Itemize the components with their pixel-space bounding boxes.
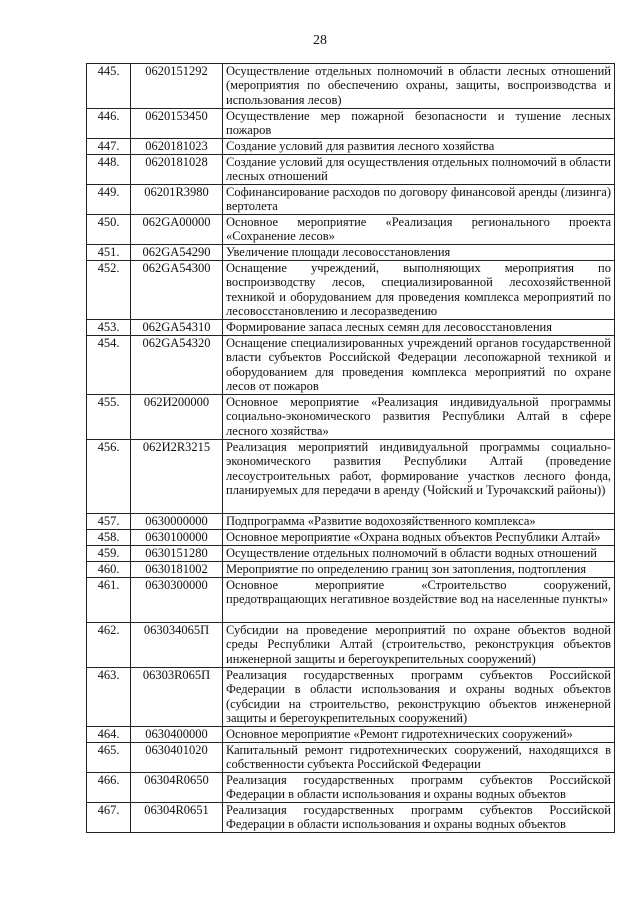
row-code: 0630151280 (131, 546, 223, 562)
row-number: 466. (87, 773, 131, 803)
table-row (87, 743, 615, 773)
row-code: 06304R0651 (131, 803, 223, 833)
table-row (87, 668, 615, 727)
row-code: 062И200000 (131, 395, 223, 440)
row-code: 0620181023 (131, 139, 223, 155)
row-description: Создание условий для развития лесного хозяйства (223, 139, 615, 155)
table-row (87, 245, 615, 261)
row-number: 456. (87, 440, 131, 514)
row-description: Создание условий для осуществления отдельных полномочий в области лесных отношений (223, 155, 615, 185)
row-number: 445. (87, 64, 131, 109)
row-code: 062GA54310 (131, 320, 223, 336)
row-description: Основное мероприятие «Строительство сооружений, предотвращающих негативное воздействие вод на населенные пункты» (223, 578, 615, 623)
budget-code-table (86, 63, 615, 833)
row-number: 447. (87, 139, 131, 155)
table-row (87, 109, 615, 139)
row-number: 454. (87, 336, 131, 395)
table-row (87, 261, 615, 320)
row-number: 448. (87, 155, 131, 185)
row-description: Основное мероприятие «Охрана водных объектов Республики Алтай» (223, 530, 615, 546)
table-row (87, 578, 615, 623)
row-description: Реализация мероприятий индивидуальной программы социально-экономического развития Республики Алтай (проведение лесоустроительных работ, формирование участков лесного фонда, планируемых для передачи в аренду (Чойский и Турочакский районы)) (223, 440, 615, 514)
table-row (87, 395, 615, 440)
row-code: 062GA54300 (131, 261, 223, 320)
row-number: 467. (87, 803, 131, 833)
row-description: Субсидии на проведение мероприятий по охране объектов водной среды Республики Алтай (строительство, реконструкция объектов инженерной защиты и берегоукрепительных сооружений) (223, 623, 615, 668)
row-code: 06304R0650 (131, 773, 223, 803)
row-number: 464. (87, 727, 131, 743)
row-code: 0620153450 (131, 109, 223, 139)
row-code: 0630400000 (131, 727, 223, 743)
row-number: 463. (87, 668, 131, 727)
row-description: Оснащение учреждений, выполняющих мероприятия по воспроизводству лесов, специализированной лесохозяйственной техникой и оборудованием для проведения комплекса мероприятий по лесовосстановлению и лесоразведению (223, 261, 615, 320)
row-number: 465. (87, 743, 131, 773)
row-number: 455. (87, 395, 131, 440)
table-row (87, 546, 615, 562)
table-row (87, 336, 615, 395)
row-description: Увеличение площади лесовосстановления (223, 245, 615, 261)
row-number: 459. (87, 546, 131, 562)
table-row (87, 185, 615, 215)
row-description: Реализация государственных программ субъектов Российской Федерации в области использования и охраны водных объектов (субсидии на строительство, реконструкцию объектов инженерной защиты и берегоукрепительных сооружений) (223, 668, 615, 727)
table-row (87, 155, 615, 185)
row-number: 450. (87, 215, 131, 245)
row-code: 062GA54290 (131, 245, 223, 261)
row-code: 06201R3980 (131, 185, 223, 215)
row-code: 0630401020 (131, 743, 223, 773)
row-description: Оснащение специализированных учреждений органов государственной власти субъектов Российской Федерации лесопожарной техникой и оборудованием для проведения комплекса мероприятий по охране лесов от пожаров (223, 336, 615, 395)
row-description: Осуществление отдельных полномочий в области лесных отношений (мероприятия по обеспечению охраны, защиты, воспроизводства и использования лесов) (223, 64, 615, 109)
row-number: 453. (87, 320, 131, 336)
row-code: 0630000000 (131, 514, 223, 530)
row-description: Осуществление мер пожарной безопасности и тушение лесных пожаров (223, 109, 615, 139)
row-description: Формирование запаса лесных семян для лесовосстановления (223, 320, 615, 336)
row-description: Основное мероприятие «Реализация индивидуальной программы социально-экономического развития Республики Алтай в сфере лесного хозяйства» (223, 395, 615, 440)
row-number: 460. (87, 562, 131, 578)
row-number: 449. (87, 185, 131, 215)
table-row (87, 320, 615, 336)
row-code: 062И2R3215 (131, 440, 223, 514)
row-description: Основное мероприятие «Ремонт гидротехнических сооружений» (223, 727, 615, 743)
row-number: 457. (87, 514, 131, 530)
row-description: Основное мероприятие «Реализация регионального проекта «Сохранение лесов» (223, 215, 615, 245)
row-description: Софинансирование расходов по договору финансовой аренды (лизинга) вертолета (223, 185, 615, 215)
row-description: Осуществление отдельных полномочий в области водных отношений (223, 546, 615, 562)
row-code: 0630181002 (131, 562, 223, 578)
row-code: 0630300000 (131, 578, 223, 623)
row-number: 458. (87, 530, 131, 546)
row-number: 461. (87, 578, 131, 623)
table-row (87, 727, 615, 743)
table-row (87, 773, 615, 803)
page-number: 28 (313, 33, 327, 48)
row-code: 0620181028 (131, 155, 223, 185)
row-number: 446. (87, 109, 131, 139)
table-row (87, 803, 615, 833)
table-row (87, 215, 615, 245)
row-code: 0630100000 (131, 530, 223, 546)
table-row (87, 64, 615, 109)
row-code: 0620151292 (131, 64, 223, 109)
row-number: 462. (87, 623, 131, 668)
row-number: 452. (87, 261, 131, 320)
table-row (87, 623, 615, 668)
table-row (87, 562, 615, 578)
row-description: Мероприятие по определению границ зон затопления, подтопления (223, 562, 615, 578)
row-number: 451. (87, 245, 131, 261)
row-description: Капитальный ремонт гидротехнических сооружений, находящихся в собственности субъекта Российской Федерации (223, 743, 615, 773)
table-row (87, 139, 615, 155)
table-row (87, 440, 615, 514)
table-row (87, 530, 615, 546)
row-description: Подпрограмма «Развитие водохозяйственного комплекса» (223, 514, 615, 530)
row-code: 062GA00000 (131, 215, 223, 245)
row-description: Реализация государственных программ субъектов Российской Федерации в области использования и охраны водных объектов (223, 803, 615, 833)
row-code: 062GA54320 (131, 336, 223, 395)
row-code: 063034065П (131, 623, 223, 668)
row-code: 06303R065П (131, 668, 223, 727)
table-row (87, 514, 615, 530)
row-description: Реализация государственных программ субъектов Российской Федерации в области использования и охраны водных объектов (223, 773, 615, 803)
